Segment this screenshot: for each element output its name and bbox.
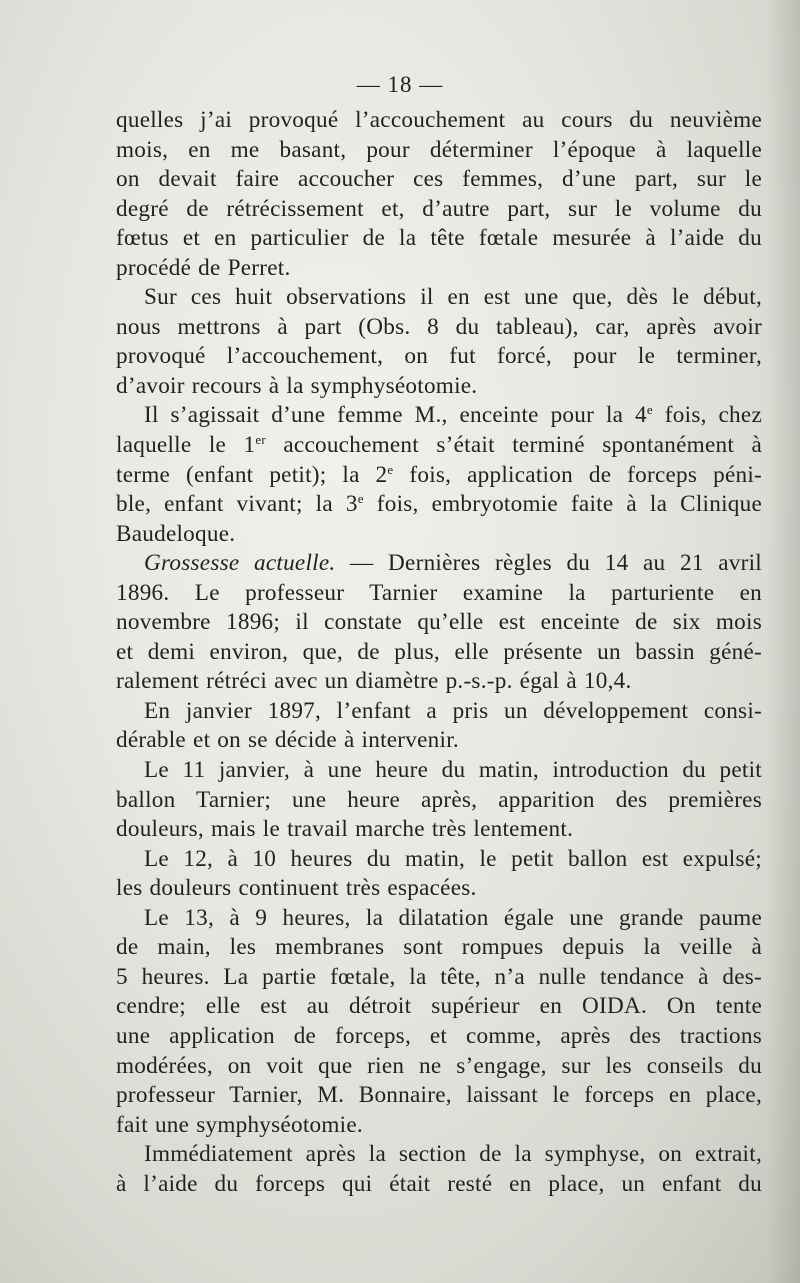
superscript: er (255, 432, 266, 448)
paragraph-3-line-3 (116, 461, 762, 491)
paragraph-2-line-3: provoqué l’accouchement, on fut forcé, pour le terminer, (116, 343, 762, 370)
paragraph-5-line-2: dérable et on se décide à intervenir. (116, 727, 459, 754)
paragraph-6-line-1: Le 11 janvier, à une heure du matin, introduction du petit (144, 757, 762, 784)
paragraph-8-line-4: cendre; elle est au détroit supérieur en OIDA. On tente (116, 993, 762, 1020)
paragraph-3-line-5: Baudeloque. (116, 520, 236, 547)
paragraph-8-line-2: de main, les membranes sont rompues depuis la veille à (116, 934, 762, 961)
text-run: fois, application de forceps péni- (393, 461, 762, 488)
paragraph-4-line-3: novembre 1896; il constate qu’elle est enceinte de six mois (116, 609, 762, 636)
paragraph-1-line-6: procédé de Perret. (116, 254, 291, 281)
paragraph-8-line-1: Le 13, à 9 heures, la dilatation égale une grande paume (144, 904, 762, 931)
text-run: terme (enfant petit); la 2 (116, 461, 388, 488)
paragraph-8-line-6: modérées, on voit que rien ne s’engage, sur les conseils du (116, 1052, 762, 1079)
italic-heading: Grossesse actuelle. (144, 550, 336, 577)
paragraph-7-line-1: Le 12, à 10 heures du matin, le petit ballon est expulsé; (144, 845, 762, 872)
paragraph-4-line-5: ralement rétréci avec un diamètre p.-s.-p. égal à 10,4. (116, 668, 632, 695)
paragraph-8-line-8: fait une symphyséotomie. (116, 1111, 363, 1138)
paragraph-4-line-2: 1896. Le professeur Tarnier examine la parturiente en (116, 579, 762, 606)
paragraph-6-line-2: ballon Tarnier; une heure après, apparition des premières (116, 786, 762, 813)
superscript: e (387, 461, 394, 477)
page-body (116, 106, 762, 1199)
superscript: e (646, 402, 653, 418)
paragraph-1-line-3: on devait faire accoucher ces femmes, d’une part, sur le (116, 166, 762, 193)
text-run: ble, enfant vivant; la 3 (116, 491, 358, 518)
paragraph-3-line-2 (116, 431, 762, 461)
paragraph-1-line-4: degré de rétrécissement et, d’autre part, sur le volume du (116, 195, 762, 222)
paragraph-4-line-1 (116, 549, 762, 579)
paragraph-6-line-3: douleurs, mais le travail marche très lentement. (116, 816, 574, 843)
paragraph-3-line-4 (116, 490, 762, 520)
paragraph-3-line-1 (116, 401, 762, 431)
page-number: — 18 — (356, 72, 444, 97)
text-run: laquelle le 1 (116, 432, 256, 459)
paragraph-1-line-1: quelles j’ai provoqué l’accouchement au cours du neuvième (116, 107, 762, 133)
paragraph-5-line-1: En janvier 1897, l’enfant a pris un développement consi- (144, 697, 762, 724)
paragraph-7-line-2: les douleurs continuent très espacées. (116, 875, 477, 902)
text-run: fois, embryotomie faite à la Clinique (363, 491, 763, 518)
text-run: — Dernières règles du 14 au 21 avril (335, 550, 762, 577)
text-run: fois, chez (652, 402, 762, 429)
paragraph-8-line-7: professeur Tarnier, M. Bonnaire, laissant le forceps en place, (116, 1082, 762, 1109)
paragraph-4-line-4: et demi environ, que, de plus, elle présente un bassin géné- (116, 638, 762, 665)
text-run: Il s’agissait d’une femme M., enceinte pour la 4 (144, 402, 647, 429)
paragraph-1-line-2: mois, en me basant, pour déterminer l’époque à laquelle (116, 136, 762, 163)
paragraph-1-line-5: fœtus et en particulier de la tête fœtale mesurée à l’aide du (116, 225, 762, 252)
paragraph-2-line-2: nous mettrons à part (Obs. 8 du tableau), car, après avoir (116, 313, 762, 340)
page-edge-shadow (766, 0, 800, 1283)
paragraph-2-line-4: d’avoir recours à la symphyséotomie. (116, 372, 478, 399)
paragraph-2-line-1: Sur ces huit observations il en est une que, dès le début, (144, 284, 762, 311)
paragraph-9-line-2: à l’aide du forceps qui était resté en place, un enfant du (116, 1170, 762, 1197)
text-run: accouchement s’était terminé spontanément à (265, 432, 762, 459)
superscript: e (357, 491, 364, 507)
paragraph-8-line-3: 5 heures. La partie fœtale, la tête, n’a nulle tendance à des- (116, 963, 762, 990)
paragraph-8-line-5: une application de forceps, et comme, après des tractions (116, 1022, 762, 1049)
paragraph-9-line-1: Immédiatement après la section de la symphyse, on extrait, (144, 1141, 762, 1168)
